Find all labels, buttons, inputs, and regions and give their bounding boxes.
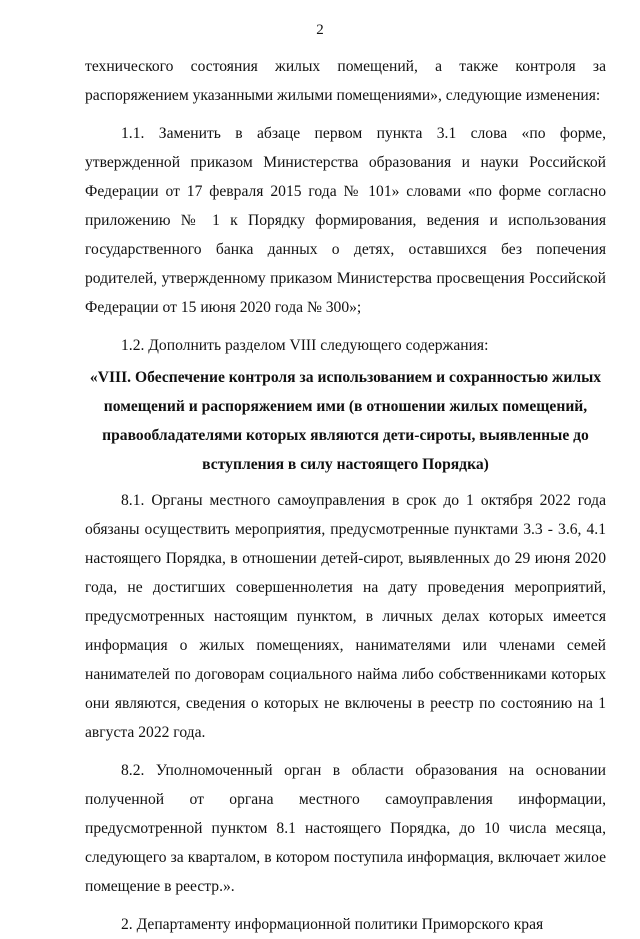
paragraph-continuation: технического состояния жилых помещений, а также контроля за распоряжением указанными жилыми помещениями», следующие изменения: bbox=[85, 58, 606, 104]
document-body bbox=[85, 52, 606, 939]
paragraph-1-1: 1.1. Заменить в абзаце первом пункта 3.1 слова «по форме, утвержденной приказом Министерства образования и науки Российской Федерации от 17 февраля 2015 года № 101» словами «по форме согласно приложению № 1 к Порядку формирования, ведения и использования государственного банка данных о детях, оставшихся без попечения родителей, утвержденному приказом Министерства просвещения Российской Федерации от 15 июня 2020 года № 300»; bbox=[85, 125, 606, 316]
paragraph-8-2: 8.2. Уполномоченный орган в области образования на основании полученной от органа местного самоуправления информации, предусмотренной пунктом 8.1 настоящего Порядка, до 10 числа месяца, следующего за кварталом, в котором поступила информация, включает жилое помещение в реестр.». bbox=[85, 762, 606, 895]
section-heading: «VIII. Обеспечение контроля за использованием и сохранностью жилых помещений и распоряжением ими (в отношении жилых помещений, правообладателями которых являются дети-сироты, выявленные до вступления в силу настоящего Порядка) bbox=[89, 369, 602, 473]
paragraph-2: 2. Департаменту информационной политики Приморского края bbox=[121, 916, 544, 933]
paragraph-1-2: 1.2. Дополнить разделом VIII следующего содержания: bbox=[121, 337, 489, 354]
page-number: 2 bbox=[316, 22, 324, 38]
paragraph-8-1: 8.1. Органы местного самоуправления в срок до 1 октября 2022 года обязаны осуществить мероприятия, предусмотренные пунктами 3.3 - 3.6, 4.1 настоящего Порядка, в отношении детей-сирот, выявленных до 29 июня 2020 года, не достигших совершеннолетия на дату проведения мероприятий, предусмотренных настоящим пунктом, в личных делах которых имеется информация о жилых помещениях, нанимателями или членами семей нанимателей по договорам социального найма либо собственниками которых они являются, сведения о которых не включены в реестр по состоянию на 1 августа 2022 года. bbox=[85, 492, 606, 741]
